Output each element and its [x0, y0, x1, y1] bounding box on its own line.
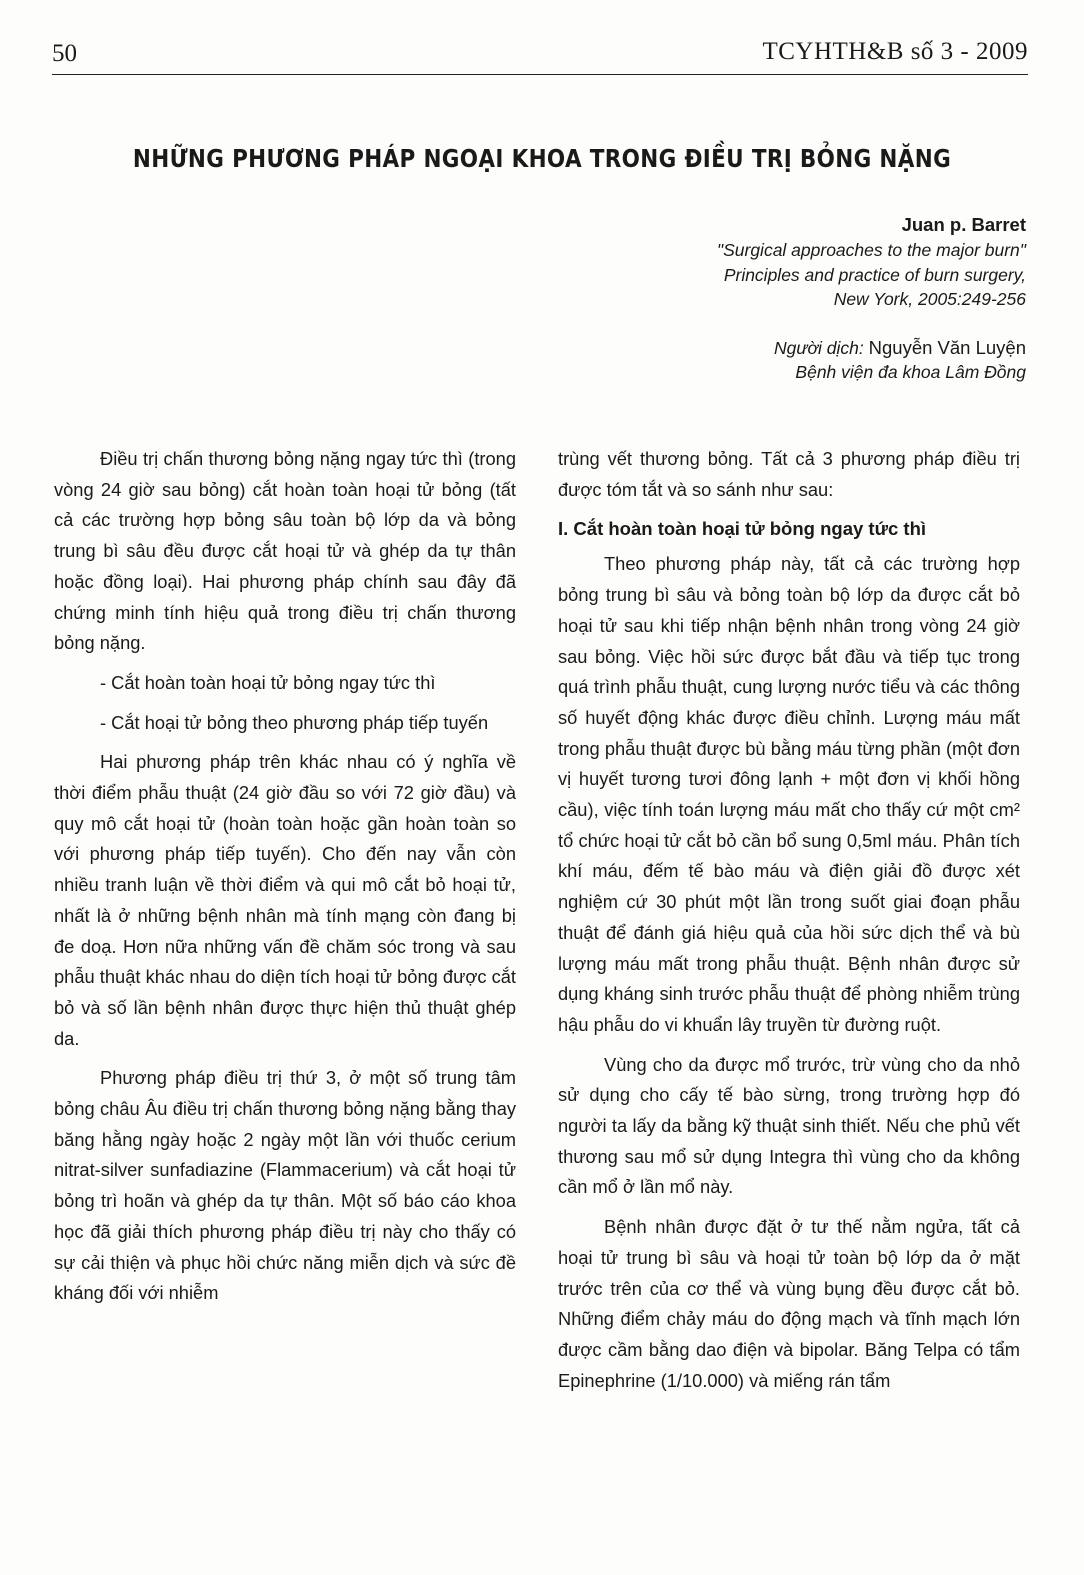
author-name: Juan p. Barret: [901, 214, 1026, 235]
translator-name: Nguyễn Văn Luyện: [868, 336, 1026, 358]
translator-block: [717, 336, 1026, 385]
list-item: - Cắt hoại tử bỏng theo phương pháp tiếp tuyến: [100, 711, 489, 733]
translator-affiliation: Bệnh viện đa khoa Lâm Đồng: [795, 362, 1026, 382]
paragraph: Hai phương pháp trên khác nhau có ý nghĩa về thời điểm phẫu thuật (24 giờ đầu so với 72 giờ đầu) và quy mô cắt hoại tử (hoàn toàn hoặc gần hoàn toàn so với phương pháp tiếp tuyến). Cho đến nay vẫn còn nhiều tranh luận về thời điểm và qui mô cắt bỏ hoại tử, nhất là ở những bệnh nhân mà tính mạng còn đang bị đe doạ. Hơn nữa những vấn đề chăm sóc trong và sau phẫu thuật khác nhau do diện tích hoại tử bỏng được cắt bỏ và số lần bệnh nhân được thực hiện thủ thuật ghép da.: [54, 751, 516, 1049]
right-column: [558, 444, 1020, 1405]
section-heading: I. Cắt hoàn toàn hoại tử bỏng ngay tức thì: [558, 518, 927, 540]
continued-paragraph: trùng vết thương bỏng. Tất cả 3 phương pháp điều trị được tóm tắt và so sánh như sau:: [558, 448, 1020, 500]
source-line-3: New York, 2005:249-256: [833, 289, 1026, 309]
byline: [717, 212, 1026, 385]
paragraph: Vùng cho da được mổ trước, trừ vùng cho da nhỏ sử dụng cho cấy tế bào sừng, trong trường hợp đó người ta lấy da bằng kỹ thuật sinh thiết. Nếu che phủ vết thương sau mổ sử dụng Integra thì vùng cho da không cần mổ ở lần mổ này.: [558, 1053, 1020, 1198]
journal-issue: TCYHTH&B số 3 - 2009: [762, 38, 1028, 65]
translator-line: [717, 336, 1026, 361]
left-column: [54, 444, 516, 1318]
list-item: - Cắt hoàn toàn hoại tử bỏng ngay tức thì: [100, 671, 436, 693]
paragraph: Phương pháp điều trị thứ 3, ở một số trung tâm bỏng châu Âu điều trị chấn thương bỏng nặng bằng thay băng hằng ngày hoặc 2 ngày một lần với thuốc cerium nitrat-silver sunfadiazine (Flammacerium) và cắt hoại tử bỏng trì hoãn và ghép da tự thân. Một số báo cáo khoa học đã giải thích phương pháp điều trị này cho thấy có sự cải thiện và phục hồi chức năng miễn dịch và sức đề kháng đối với nhiễm: [54, 1067, 516, 1304]
paragraph: Điều trị chấn thương bỏng nặng ngay tức thì (trong vòng 24 giờ sau bỏng) cắt hoàn toàn hoại tử bỏng (tất cả các trường hợp bỏng sâu toàn bộ lớp da và bỏng trung bì sâu đều được cắt hoại tử và ghép da tự thân hoặc đồng loại). Hai phương pháp chính sau đây đã chứng minh tính hiệu quả trong điều trị chấn thương bỏng nặng.: [54, 448, 516, 654]
source-line-1: "Surgical approaches to the major burn": [716, 240, 1026, 260]
paragraph: Bệnh nhân được đặt ở tư thế nằm ngửa, tất cả hoại tử trung bì sâu và hoại tử toàn bộ lớp da ở mặt trước trên của cơ thể và vùng bụng đều được cắt bỏ. Những điểm chảy máu do động mạch và tĩnh mạch lớn được cầm bằng dao điện và bipolar. Băng Telpa có tẩm Epinephrine (1/10.000) và miếng rán tẩm: [558, 1216, 1020, 1391]
source-line-2: Principles and practice of burn surgery,: [723, 264, 1026, 285]
article-title: NHỮNG PHƯƠNG PHÁP NGOẠI KHOA TRONG ĐIỀU TRỊ BỎNG NẶNG: [132, 144, 952, 173]
paragraph: Theo phương pháp này, tất cả các trường hợp bỏng trung bì sâu và bỏng toàn bộ lớp da được cắt bỏ hoại tử sau khi tiếp nhận bệnh nhân trong vòng 24 giờ sau bỏng. Việc hồi sức được bắt đầu và tiếp tục trong quá trình phẫu thuật, cung lượng nước tiểu và các thông số huyết động khác được điều chỉnh. Lượng máu mất trong phẫu thuật được bù bằng máu từng phần (một đơn vị huyết tương tươi đông lạnh + một đơn vị khối hồng cầu), việc tính toán lượng máu mất cho thấy cứ một cm² tổ chức hoại tử cắt bỏ cần bổ sung 0,5ml máu. Phân tích khí máu, đếm tế bào máu và điện giải đồ được xét nghiệm cứ 30 phút một lần trong suốt giai đoạn phẫu thuật để đánh giá hiệu quả của hồi sức dịch thể và bù lượng máu mất trong phẫu thuật. Bệnh nhân được sử dụng kháng sinh trước phẫu thuật để phòng nhiễm trùng hậu phẫu do vi khuẩn lây truyền từ đường ruột.: [558, 553, 1020, 1035]
page-number: 50: [52, 40, 77, 67]
running-header: [52, 34, 1028, 75]
translator-label: Người dịch:: [773, 337, 864, 358]
